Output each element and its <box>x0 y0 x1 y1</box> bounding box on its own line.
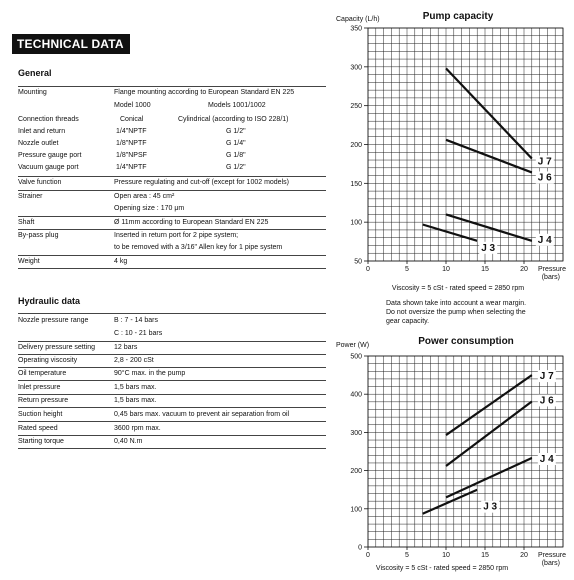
divider <box>18 268 326 269</box>
bypass-value-2: to be removed with a 3/16" Allen key for 1 pipe system <box>114 244 283 251</box>
divider <box>18 354 326 355</box>
series-label: J 3 <box>483 501 498 513</box>
series-line <box>446 214 532 240</box>
divider <box>18 407 326 408</box>
general-heading: General <box>18 68 52 78</box>
model-1001-header: Models 1001/1002 <box>208 102 266 109</box>
divider <box>18 86 326 87</box>
series-line <box>446 458 532 497</box>
divider <box>18 421 326 422</box>
y-axis-label: Power (W) <box>336 342 370 349</box>
model-1000-header: Model 1000 <box>114 102 151 109</box>
mounting-label: Mounting <box>18 89 47 96</box>
divider <box>18 313 326 314</box>
series-line <box>423 224 478 240</box>
port-label: Vacuum gauge port <box>18 164 79 171</box>
shaft-label: Shaft <box>18 219 35 226</box>
port-label: Nozzle outlet <box>18 140 59 147</box>
connection-threads-label: Connection threads <box>18 116 79 123</box>
hydraulic-row-value: 3600 rpm max. <box>114 425 161 432</box>
capacity-note <box>386 299 574 326</box>
hydraulic-row-label: Rated speed <box>18 425 58 432</box>
nozzle-pressure-b: B : 7 - 14 bars <box>114 317 158 324</box>
chart-footnote: Viscosity = 5 cSt - rated speed = 2850 rpm <box>375 565 509 572</box>
hydraulic-row-value: 1,5 bars max. <box>114 384 157 391</box>
strainer-label: Strainer <box>18 193 43 200</box>
hydraulic-row-label: Operating viscosity <box>18 357 78 364</box>
hydraulic-row-label: Starting torque <box>18 438 64 445</box>
y-axis-label: Capacity (L/h) <box>336 16 380 23</box>
divider <box>18 367 326 368</box>
divider <box>18 435 326 436</box>
y-tick-label: 500 <box>350 353 362 361</box>
shaft-value: Ø 11mm according to European Standard EN 225 <box>114 219 269 226</box>
x-tick-label: 20 <box>520 266 528 273</box>
note-line: gear capacity. <box>386 318 430 325</box>
nozzle-pressure-label: Nozzle pressure range <box>18 317 89 324</box>
nozzle-pressure-c: C : 10 - 21 bars <box>114 330 163 337</box>
chart-title: Pump capacity <box>422 11 494 22</box>
y-tick-label: 100 <box>350 219 362 227</box>
x-tick-label: 5 <box>405 266 409 273</box>
divider <box>18 229 326 230</box>
hydraulic-row-label: Suction height <box>18 411 63 418</box>
y-tick-label: 0 <box>358 544 362 552</box>
x-axis-unit: (bars) <box>541 274 560 281</box>
port-label: Pressure gauge port <box>18 152 82 159</box>
y-tick-label: 200 <box>350 468 362 476</box>
divider <box>18 448 326 449</box>
chart-footnote: Viscosity = 5 cSt - rated speed = 2850 rpm <box>391 285 525 292</box>
x-tick-label: 20 <box>520 552 528 559</box>
y-tick-label: 300 <box>350 64 362 72</box>
x-axis-label: Pressure <box>537 552 566 559</box>
weight-label: Weight <box>18 258 40 265</box>
page-title: TECHNICAL DATA <box>12 34 130 54</box>
hydraulic-row-label: Inlet pressure <box>18 384 61 391</box>
weight-value: 4 kg <box>114 258 128 265</box>
x-tick-label: 5 <box>405 552 409 559</box>
valve-function-value: Pressure regulating and cut-off (except for 1002 models) <box>114 179 289 186</box>
connection-threads-1001: Cylindrical (according to ISO 228/1) <box>178 116 289 123</box>
x-axis-unit: (bars) <box>541 560 560 567</box>
x-tick-label: 0 <box>366 552 370 559</box>
port-value-1000: 1/8"NPTF <box>116 140 147 147</box>
divider <box>18 341 326 342</box>
divider <box>18 394 326 395</box>
hydraulic-row-value: 1,5 bars max. <box>114 397 157 404</box>
hydraulic-row-label: Oil temperature <box>18 370 67 377</box>
y-tick-label: 400 <box>350 391 362 399</box>
y-tick-label: 150 <box>350 180 362 188</box>
port-value-1001: G 1/4" <box>226 140 246 147</box>
series-line <box>446 401 532 466</box>
connection-threads-1000: Conical <box>120 116 144 123</box>
port-value-1001: G 1/2" <box>226 164 246 171</box>
pump-capacity-chart <box>330 6 574 326</box>
hydraulic-row-value: 0,45 bars max. vacuum to prevent air separation from oil <box>114 411 290 418</box>
series-label: J 6 <box>537 172 552 184</box>
hydraulic-row-value: 90°C max. in the pump <box>114 370 186 377</box>
divider <box>18 380 326 381</box>
x-axis-label: Pressure <box>537 266 566 273</box>
series-label: J 7 <box>539 371 554 383</box>
note-line: Do not oversize the pump when selecting the <box>386 309 526 316</box>
divider <box>18 190 326 191</box>
y-tick-label: 300 <box>350 429 362 437</box>
strainer-open-area: Open area : 45 cm² <box>114 193 175 200</box>
series-label: J 4 <box>537 234 552 246</box>
series-label: J 4 <box>539 453 554 465</box>
hydraulic-row-value: 12 bars <box>114 344 138 351</box>
port-value-1001: G 1/8" <box>226 152 246 159</box>
series-label: J 3 <box>481 242 496 254</box>
bypass-value-1: Inserted in return port for 2 pipe system; <box>114 232 239 239</box>
series-label: J 7 <box>537 156 552 168</box>
strainer-opening-size: Opening size : 170 μm <box>114 205 185 212</box>
port-value-1001: G 1/2" <box>226 128 246 135</box>
x-tick-label: 15 <box>481 552 489 559</box>
chart-title: Power consumption <box>418 336 514 347</box>
hydraulic-heading: Hydraulic data <box>18 296 81 306</box>
valve-function-label: Valve function <box>18 179 62 186</box>
divider <box>18 255 326 256</box>
hydraulic-row-label: Delivery pressure setting <box>18 344 96 351</box>
hydraulic-row-value: 0,40 N.m <box>114 438 143 445</box>
mounting-value: Flange mounting according to European Standard EN 225 <box>114 89 295 96</box>
y-tick-label: 250 <box>350 103 362 111</box>
x-tick-label: 0 <box>366 266 370 273</box>
y-tick-label: 200 <box>350 142 362 149</box>
hydraulic-row-label: Return pressure <box>18 397 69 404</box>
port-value-1000: 1/8"NPSF <box>116 152 147 159</box>
x-tick-label: 10 <box>442 552 450 559</box>
port-value-1000: 1/4"NPTF <box>116 128 147 135</box>
y-tick-label: 50 <box>354 258 362 266</box>
bypass-label: By-pass plug <box>18 232 59 239</box>
x-tick-label: 10 <box>442 266 450 273</box>
power-consumption-chart <box>330 330 574 580</box>
port-label: Inlet and return <box>18 128 66 135</box>
series-line <box>446 375 532 435</box>
hydraulic-row-value: 2,8 - 200 cSt <box>114 357 154 364</box>
note-line: Data shown take into account a wear margin. <box>386 300 527 307</box>
y-tick-label: 100 <box>350 506 362 514</box>
x-tick-label: 15 <box>481 266 489 273</box>
port-value-1000: 1/4"NPTF <box>116 164 147 171</box>
divider <box>18 176 326 177</box>
y-tick-label: 350 <box>350 25 362 33</box>
divider <box>18 216 326 217</box>
series-label: J 6 <box>539 395 554 407</box>
